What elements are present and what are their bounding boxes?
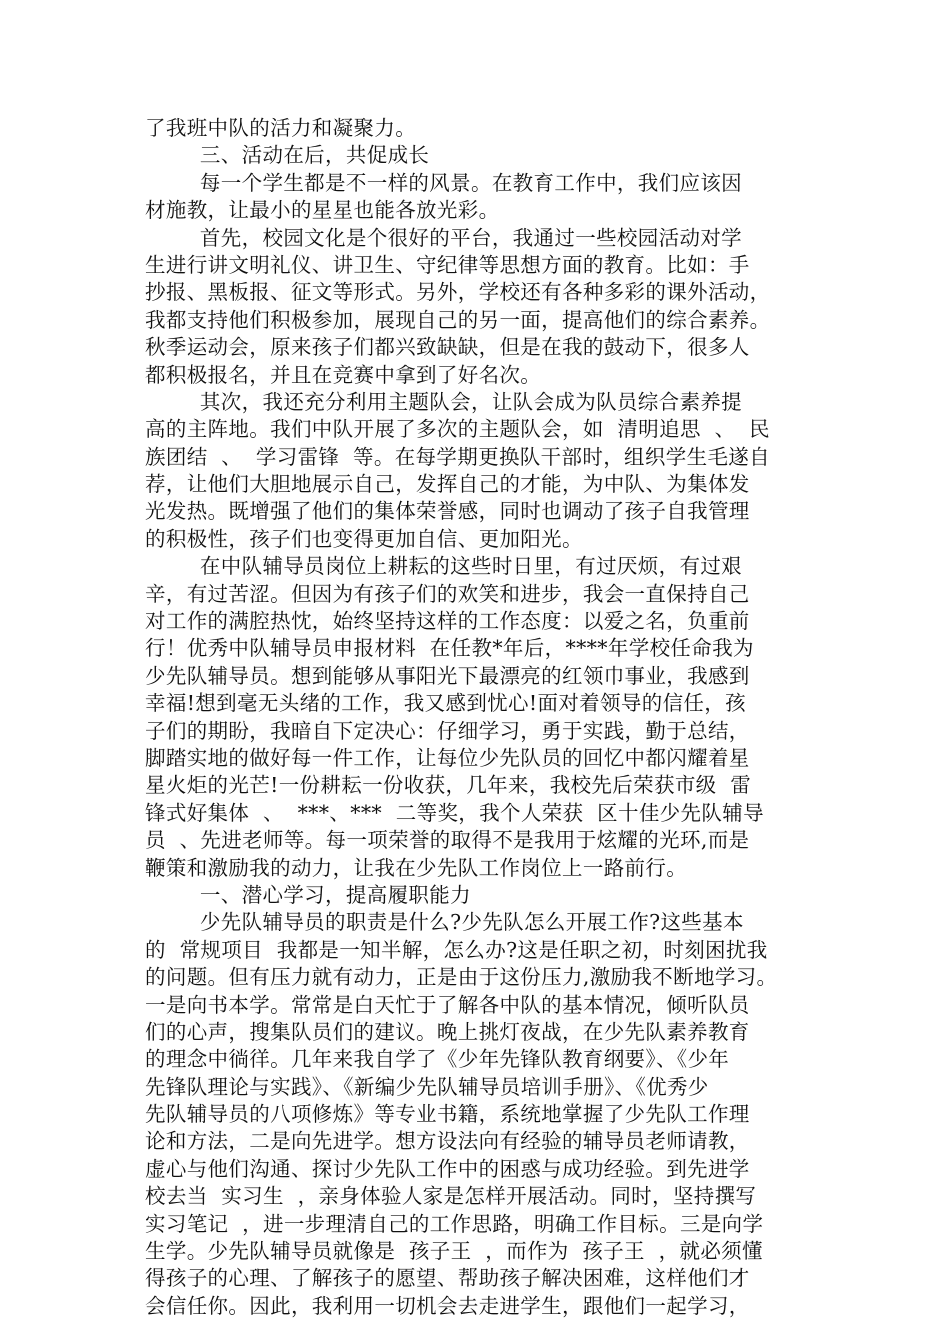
- text-line: 的问题。但有压力就有动力，正是由于这份压力,激励我不断地学习。: [145, 965, 778, 990]
- text-line: 锋式好集体 、 ***、*** 二等奖，我个人荣获 区十佳少先队辅导: [145, 800, 764, 825]
- text-line: 先锋队理论与实践》、《新编少先队辅导员培训手册》、《优秀少: [145, 1074, 709, 1099]
- text-line: 抄报、黑板报、征文等形式。另外，学校还有各种多彩的课外活动，: [145, 280, 771, 305]
- text-line: 生进行讲文明礼仪、讲卫生、守纪律等思想方面的教育。比如：手: [145, 252, 750, 277]
- text-line: 一是向书本学。常常是白天忙于了解各中队的基本情况，倾听队员: [145, 992, 750, 1017]
- text-line: 虚心与他们沟通、探讨少先队工作中的困惑与成功经验。到先进学: [145, 1156, 750, 1181]
- text-line: 我都支持他们积极参加，展现自己的另一面，提高他们的综合素养。: [145, 307, 771, 332]
- text-line: 其次，我还充分利用主题队会，让队会成为队员综合素养提: [145, 389, 743, 414]
- text-line: 每一个学生都是不一样的风景。在教育工作中，我们应该因: [145, 170, 743, 195]
- text-line: 辛，有过苦涩。但因为有孩子们的欢笑和进步，我会一直保持自己: [145, 581, 750, 606]
- text-line: 实习笔记 ，进一步理清自己的工作思路，明确工作目标。三是向学: [145, 1211, 764, 1236]
- text-line: 行！优秀中队辅导员申报材料 在任教*年后，****年学校任命我为: [145, 636, 754, 661]
- text-line: 先队辅导员的八项修炼》等专业书籍，系统地掌握了少先队工作理: [145, 1102, 750, 1127]
- text-line: 的积极性，孩子们也变得更加自信、更加阳光。: [145, 526, 583, 551]
- text-line: 会信任你。因此，我利用一切机会去走进学生，跟他们一起学习，: [145, 1293, 750, 1318]
- text-line: 一、潜心学习，提高履职能力: [145, 882, 471, 907]
- text-line: 了我班中队的活力和凝聚力。: [145, 116, 417, 140]
- text-line: 脚踏实地的做好每一件工作，让每位少先队员的回忆中都闪耀着星: [145, 745, 750, 770]
- text-line: 首先，校园文化是个很好的平台，我通过一些校园活动对学: [145, 225, 743, 250]
- text-line: 幸福!想到毫无头绪的工作，我又感到忧心!面对着领导的信任，孩: [145, 691, 746, 716]
- text-line: 星火炬的光芒!一份耕耘一份收获，几年来，我校先后荣获市级 雷: [145, 773, 752, 798]
- text-line: 族团结 、 学习雷锋 等。在每学期更换队干部时，组织学生毛遂自: [145, 444, 770, 469]
- text-line: 少先队辅导员。想到能够从事阳光下最漂亮的红领巾事业，我感到: [145, 663, 750, 688]
- text-line: 材施教，让最小的星星也能各放光彩。: [145, 198, 500, 223]
- text-line: 高的主阵地。我们中队开展了多次的主题队会，如 清明追思 、 民: [145, 417, 770, 442]
- text-line: 的理念中徜徉。几年来我自学了《少年先锋队教育纲要》、《少年: [145, 1047, 730, 1072]
- text-line: 都积极报名，并且在竞赛中拿到了好名次。: [145, 362, 542, 387]
- text-line: 生学。少先队辅导员就像是 孩子王 ，而作为 孩子王 ，就必须懂: [145, 1239, 763, 1264]
- document-body-text: [145, 115, 825, 1320]
- text-line: 论和方法，二是向先进学。想方设法向有经验的辅导员老师请教，: [145, 1129, 750, 1154]
- text-line: 在中队辅导员岗位上耕耘的这些时日里，有过厌烦，有过艰: [145, 554, 743, 579]
- text-line: 秋季运动会，原来孩子们都兴致缺缺，但是在我的鼓动下，很多人: [145, 335, 750, 360]
- text-line: 三、活动在后，共促成长: [145, 143, 430, 168]
- text-line: 少先队辅导员的职责是什么?少先队怎么开展工作?这些基本: [145, 910, 744, 935]
- text-line: 员 、先进老师等。每一项荣誉的取得不是我用于炫耀的光环,而是: [145, 828, 750, 853]
- text-line: 校去当 实习生 ，亲身体验人家是怎样开展活动。同时，坚持撰写: [145, 1184, 757, 1209]
- text-line: 们的心声，搜集队员们的建议。晚上挑灯夜战，在少先队素养教育: [145, 1019, 750, 1044]
- text-line: 荐，让他们大胆地展示自己，发挥自己的才能，为中队、为集体发: [145, 472, 750, 497]
- text-line: 光发热。既增强了他们的集体荣誉感，同时也调动了孩子自我管理: [145, 499, 750, 524]
- text-line: 得孩子的心理、了解孩子的愿望、帮助孩子解决困难，这样他们才: [145, 1266, 750, 1291]
- text-line: 对工作的满腔热忱，始终坚持这样的工作态度：以爱之名，负重前: [145, 609, 750, 634]
- text-line: 子们的期盼，我暗自下定决心：仔细学习，勇于实践，勤于总结，: [145, 718, 750, 743]
- text-line: 的 常规项目 我都是一知半解，怎么办?这是任职之初，时刻困扰我: [145, 937, 768, 962]
- text-line: 鞭策和激励我的动力，让我在少先队工作岗位上一路前行。: [145, 855, 688, 880]
